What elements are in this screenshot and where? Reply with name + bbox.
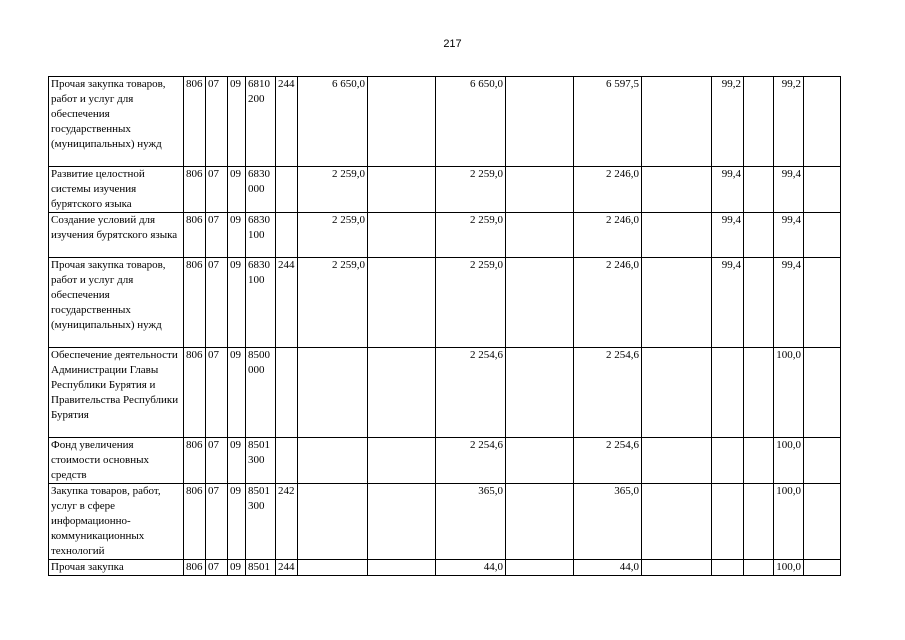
execution-percent-approved: 99,4 bbox=[774, 258, 804, 348]
empty-cell bbox=[642, 438, 712, 484]
expense-type-code bbox=[276, 167, 298, 213]
empty-cell bbox=[642, 484, 712, 560]
empty-cell bbox=[804, 438, 841, 484]
plan-amount: 2 259,0 bbox=[298, 258, 368, 348]
empty-cell bbox=[804, 484, 841, 560]
empty-cell bbox=[368, 258, 436, 348]
section-code: 07 bbox=[206, 438, 228, 484]
approved-amount: 2 254,6 bbox=[436, 348, 506, 438]
subsection-code: 09 bbox=[228, 438, 246, 484]
section-code: 07 bbox=[206, 167, 228, 213]
ved-code: 806 bbox=[184, 484, 206, 560]
empty-cell bbox=[642, 213, 712, 258]
execution-percent-plan bbox=[712, 560, 744, 576]
ved-code: 806 bbox=[184, 77, 206, 167]
subsection-code: 09 bbox=[228, 213, 246, 258]
execution-percent-approved: 100,0 bbox=[774, 348, 804, 438]
empty-cell bbox=[804, 348, 841, 438]
execution-percent-approved: 99,4 bbox=[774, 167, 804, 213]
empty-cell bbox=[744, 348, 774, 438]
table-row bbox=[49, 258, 841, 348]
ved-code: 806 bbox=[184, 213, 206, 258]
plan-amount: 2 259,0 bbox=[298, 213, 368, 258]
execution-percent-approved: 100,0 bbox=[774, 560, 804, 576]
empty-cell bbox=[368, 438, 436, 484]
empty-cell bbox=[642, 258, 712, 348]
expense-type-code: 244 bbox=[276, 560, 298, 576]
plan-amount bbox=[298, 438, 368, 484]
table-row bbox=[49, 77, 841, 167]
row-name: Создание условий для изучения бурятского языка bbox=[49, 213, 184, 258]
empty-cell bbox=[744, 438, 774, 484]
row-name: Фонд увеличения стоимости основных средств bbox=[49, 438, 184, 484]
row-name: Развитие целостной системы изучения бурятского языка bbox=[49, 167, 184, 213]
empty-cell bbox=[744, 258, 774, 348]
empty-cell bbox=[642, 348, 712, 438]
expense-type-code: 244 bbox=[276, 77, 298, 167]
table-row bbox=[49, 484, 841, 560]
empty-cell bbox=[744, 167, 774, 213]
empty-cell bbox=[368, 213, 436, 258]
section-code: 07 bbox=[206, 560, 228, 576]
ved-code: 806 bbox=[184, 438, 206, 484]
target-article-code: 6810 200 bbox=[246, 77, 276, 167]
expense-type-code: 244 bbox=[276, 258, 298, 348]
table-row bbox=[49, 213, 841, 258]
empty-cell bbox=[642, 167, 712, 213]
expense-type-code: 242 bbox=[276, 484, 298, 560]
plan-amount: 6 650,0 bbox=[298, 77, 368, 167]
subsection-code: 09 bbox=[228, 77, 246, 167]
execution-percent-plan: 99,2 bbox=[712, 77, 744, 167]
execution-percent-plan: 99,4 bbox=[712, 167, 744, 213]
ved-code: 806 bbox=[184, 560, 206, 576]
empty-cell bbox=[368, 167, 436, 213]
executed-amount: 2 246,0 bbox=[574, 213, 642, 258]
executed-amount: 2 254,6 bbox=[574, 348, 642, 438]
row-name: Прочая закупка bbox=[49, 560, 184, 576]
page-number: 217 bbox=[443, 38, 462, 50]
execution-percent-approved: 100,0 bbox=[774, 484, 804, 560]
subsection-code: 09 bbox=[228, 484, 246, 560]
approved-amount: 44,0 bbox=[436, 560, 506, 576]
empty-cell bbox=[506, 258, 574, 348]
empty-cell bbox=[804, 258, 841, 348]
table-row bbox=[49, 167, 841, 213]
empty-cell bbox=[506, 77, 574, 167]
empty-cell bbox=[804, 560, 841, 576]
target-article-code: 8501 300 bbox=[246, 484, 276, 560]
target-article-code: 6830 100 bbox=[246, 213, 276, 258]
row-name: Обеспечение деятельности Администрации Главы Республики Бурятия и Правительства Республики Бурятия bbox=[49, 348, 184, 438]
empty-cell bbox=[642, 560, 712, 576]
target-article-code: 6830 000 bbox=[246, 167, 276, 213]
execution-percent-plan bbox=[712, 348, 744, 438]
table-row bbox=[49, 348, 841, 438]
execution-percent-plan: 99,4 bbox=[712, 213, 744, 258]
empty-cell bbox=[506, 348, 574, 438]
empty-cell bbox=[506, 560, 574, 576]
empty-cell bbox=[368, 348, 436, 438]
section-code: 07 bbox=[206, 213, 228, 258]
execution-percent-approved: 99,2 bbox=[774, 77, 804, 167]
empty-cell bbox=[804, 213, 841, 258]
executed-amount: 365,0 bbox=[574, 484, 642, 560]
target-article-code: 8501 300 bbox=[246, 438, 276, 484]
section-code: 07 bbox=[206, 258, 228, 348]
empty-cell bbox=[804, 77, 841, 167]
execution-percent-plan bbox=[712, 438, 744, 484]
empty-cell bbox=[744, 484, 774, 560]
ved-code: 806 bbox=[184, 348, 206, 438]
plan-amount bbox=[298, 484, 368, 560]
target-article-code: 8500 000 bbox=[246, 348, 276, 438]
empty-cell bbox=[506, 438, 574, 484]
empty-cell bbox=[744, 560, 774, 576]
empty-cell bbox=[642, 77, 712, 167]
section-code: 07 bbox=[206, 484, 228, 560]
executed-amount: 6 597,5 bbox=[574, 77, 642, 167]
plan-amount bbox=[298, 560, 368, 576]
empty-cell bbox=[744, 213, 774, 258]
executed-amount: 2 246,0 bbox=[574, 258, 642, 348]
table-row bbox=[49, 438, 841, 484]
approved-amount: 365,0 bbox=[436, 484, 506, 560]
ved-code: 806 bbox=[184, 167, 206, 213]
approved-amount: 2 259,0 bbox=[436, 213, 506, 258]
table-body bbox=[49, 77, 841, 576]
execution-percent-approved: 99,4 bbox=[774, 213, 804, 258]
section-code: 07 bbox=[206, 77, 228, 167]
subsection-code: 09 bbox=[228, 167, 246, 213]
executed-amount: 2 254,6 bbox=[574, 438, 642, 484]
table-row bbox=[49, 560, 841, 576]
row-name: Закупка товаров, работ, услуг в сфере информационно-коммуникационных технологий bbox=[49, 484, 184, 560]
execution-percent-plan: 99,4 bbox=[712, 258, 744, 348]
row-name: Прочая закупка товаров, работ и услуг для обеспечения государственных (муниципальных) нужд bbox=[49, 77, 184, 167]
subsection-code: 09 bbox=[228, 560, 246, 576]
empty-cell bbox=[368, 77, 436, 167]
executed-amount: 44,0 bbox=[574, 560, 642, 576]
approved-amount: 6 650,0 bbox=[436, 77, 506, 167]
row-name: Прочая закупка товаров, работ и услуг для обеспечения государственных (муниципальных) нужд bbox=[49, 258, 184, 348]
expense-type-code bbox=[276, 213, 298, 258]
approved-amount: 2 259,0 bbox=[436, 167, 506, 213]
empty-cell bbox=[368, 484, 436, 560]
executed-amount: 2 246,0 bbox=[574, 167, 642, 213]
empty-cell bbox=[506, 484, 574, 560]
approved-amount: 2 254,6 bbox=[436, 438, 506, 484]
subsection-code: 09 bbox=[228, 348, 246, 438]
empty-cell bbox=[506, 213, 574, 258]
empty-cell bbox=[804, 167, 841, 213]
empty-cell bbox=[368, 560, 436, 576]
empty-cell bbox=[744, 77, 774, 167]
expense-type-code bbox=[276, 438, 298, 484]
subsection-code: 09 bbox=[228, 258, 246, 348]
section-code: 07 bbox=[206, 348, 228, 438]
empty-cell bbox=[506, 167, 574, 213]
execution-percent-plan bbox=[712, 484, 744, 560]
target-article-code: 6830 100 bbox=[246, 258, 276, 348]
plan-amount: 2 259,0 bbox=[298, 167, 368, 213]
expense-type-code bbox=[276, 348, 298, 438]
target-article-code: 8501 bbox=[246, 560, 276, 576]
plan-amount bbox=[298, 348, 368, 438]
approved-amount: 2 259,0 bbox=[436, 258, 506, 348]
ved-code: 806 bbox=[184, 258, 206, 348]
budget-table bbox=[48, 76, 841, 576]
execution-percent-approved: 100,0 bbox=[774, 438, 804, 484]
